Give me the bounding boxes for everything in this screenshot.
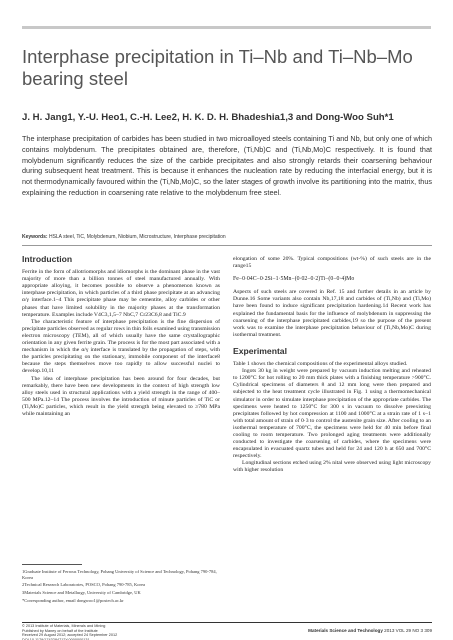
footnote-rule: [22, 564, 82, 565]
intro-paragraph: Aspects of such steels are covered in Ref. 15 and further details in an article by Dunne.16 Some variants also contain Nb,17,18 and carbides of (Ti,Nb) and (Ti,Mo) have been found to induce significant precipitation hardening.14 Recent work has explained the fundamental basis for the influence of molybdenum in suppressing the coarsening of the interphase precipitated carbides,19 so the purpose of the present work was to examine the interphase precipitation behaviour of (Ti,Nb,Mo)C during isothermal treatment.: [233, 289, 431, 338]
publisher-line: Published by Maney on behalf of the Institute: [22, 628, 98, 633]
copyright-block: [22, 624, 222, 640]
journal-name: Materials Science and Technology: [308, 628, 383, 633]
keywords-label: Keywords:: [22, 234, 48, 240]
journal-issue-info: 2013 VOL 29 NO 3 309: [384, 628, 432, 633]
keywords-text: HSLA steel, TiC, Molybdenum, Niobium, Microstructure, Interphase precipitation: [48, 234, 226, 240]
experimental-paragraph: Longitudinal sections etched using 2% nital were observed using light microscopy with higher resolution: [233, 460, 431, 474]
abstract: The interphase precipitation of carbides has been studied in two microalloyed steels containing Ti and Nb, but only one of which contains molybdenum. The precipitates obtained are, therefore, (Ti,Nb)C and (Ti,Nb,Mo)C respectively. It is found that molybdenum significantly reduces the size of the carbide precipitates and also strongly retards their coarsening behaviour during subsequent heat treatment. This is because it enhances the nucleation rate by reducing the interfacial energy, but it is not thermodynamically favoured within the (Ti,Nb,Mo)C, so the later stages of growth involve its partitioning into the matrix, thus explaining the reduction in coarsening rate relative to the molybdenum free steel.: [22, 134, 432, 197]
received-line: Received 29 August 2012; accepted 24 September 2012: [22, 633, 118, 638]
experimental-paragraph: Ingots 30 kg in weight were prepared by vacuum induction melting and reheated to 1200°C for hot rolling to 20 mm thick plates with a finishing temperature >900°C. Cylindrical specimens of diameters 8 and 12 mm long were then prepared and subjected to the heat treatment cycle illustrated in Fig. 1 using a thermomechanical simulator in order to simulate interphase precipitation of the appropriate carbides. The specimens were heated to 1250°C for 300 s in vacuum to dissolve preexisting precipitates followed by hot compression at 1100 and 1000°C at a strain rate of 1 s−1 with total amount of strain of 0·3 to control the austenite grain size. After cooling to an isothermal temperature of 700°C, the specimens were held for 40 min before final cooling to room temperature. Two prolonged aging treatments were additionally conducted to investigate the coarsening of carbides, where the specimens were encapsulated in evacuated quartz tubes and held for 24 and 120 h at 650 and 700°C respectively.: [233, 368, 431, 460]
affiliation-footnote: 2Technical Research Laboratories, POSCO, Pohang 790-785, Korea: [22, 582, 146, 588]
copyright-line: © 2013 Institute of Materials, Minerals and Mining: [22, 624, 106, 628]
experimental-heading: Experimental: [233, 345, 287, 356]
author-list: J. H. Jang1, Y.-U. Heo1, C.-H. Lee2, H. K. D. H. Bhadeshia1,3 and Dong-Woo Suh*1: [22, 112, 394, 123]
composition-equation: Fe−0·04C−0·2Si−1·5Mn−(0·02−0·2)Ti−(0−0·4)Mo: [233, 276, 355, 283]
experimental-paragraph: Table 1 shows the chemical compositions of the experimental alloys studied.: [233, 361, 408, 368]
intro-paragraph: The characteristic feature of interphase precipitation is the fine dispersion of precipitate particles observed as regular rows in thin foils examined using transmission electron microscopy (TEM), all of which usually have the same crystallographic orientation in any given ferrite grain. The process is for the most part associated with a mechanism in which the α/γ interface is translated by the propagation of steps, with the particles precipitating on the stationary, immobile component of the interface8 because the steps themselves move too rapidly to allow successful nuclei to develop.10,11: [22, 318, 220, 375]
header-rule: [22, 26, 431, 29]
keywords-line: [22, 234, 432, 240]
journal-footer: [233, 628, 432, 633]
affiliation-footnote: 1Graduate Institute of Ferrous Technology, Pohang University of Science and Technology, Pohang 790-784, Korea: [22, 569, 217, 580]
corresponding-author-note: *Corresponding author, email dongwoo1@postech.ac.kr: [22, 598, 124, 604]
right-column: [233, 256, 431, 475]
intro-paragraph: The idea of interphase precipitation has been around for four decades, but remarkably, there have been new developments in the context of high strength low alloy steels used in structural applications with a yield strength in the range of 400–500 MPa.12–14 The process involves the introduction of minute particles of TiC or (Ti,Mo)C particles, which result in the yield strength being elevated to ≥780 MPa while maintaining an: [22, 375, 220, 417]
introduction-heading: Introduction: [22, 254, 73, 264]
intro-paragraph: Ferrite in the form of allotriomorphs and idiomorphs is the dominant phase in the vast majority of more than a billion tonnes of steel manufactured annually. With appropriate alloying, it becomes possible to observe a phenomenon known as interphase precipitation, in which particles of a third phase precipitate at an advancing α/γ interface.1–4 This precipitate phase may be cementite, alloy carbides or other phases that have limited solubility in the majority phases at the transformation temperature. Examples include V4C3,1,5–7 NbC,7 Cr23C6,8 and TiC.9: [22, 269, 220, 318]
affiliation-footnotes: [22, 564, 220, 606]
doi-line: DOI 10.1179/1743284712Y.0000000131: [22, 637, 90, 640]
article-title: Interphase precipitation in Ti–Nb and Ti–Nb–Mo bearing steel: [22, 46, 413, 89]
section-divider: [22, 245, 432, 246]
left-column: [22, 256, 220, 418]
intro-continued-paragraph: elongation of some 20%. Typical compositions (wt-%) of such steels are in the range15: [233, 256, 431, 270]
affiliation-footnote: 3Materials Science and Metallurgy, University of Cambridge, UK: [22, 589, 141, 595]
footer-rule: [22, 622, 432, 623]
